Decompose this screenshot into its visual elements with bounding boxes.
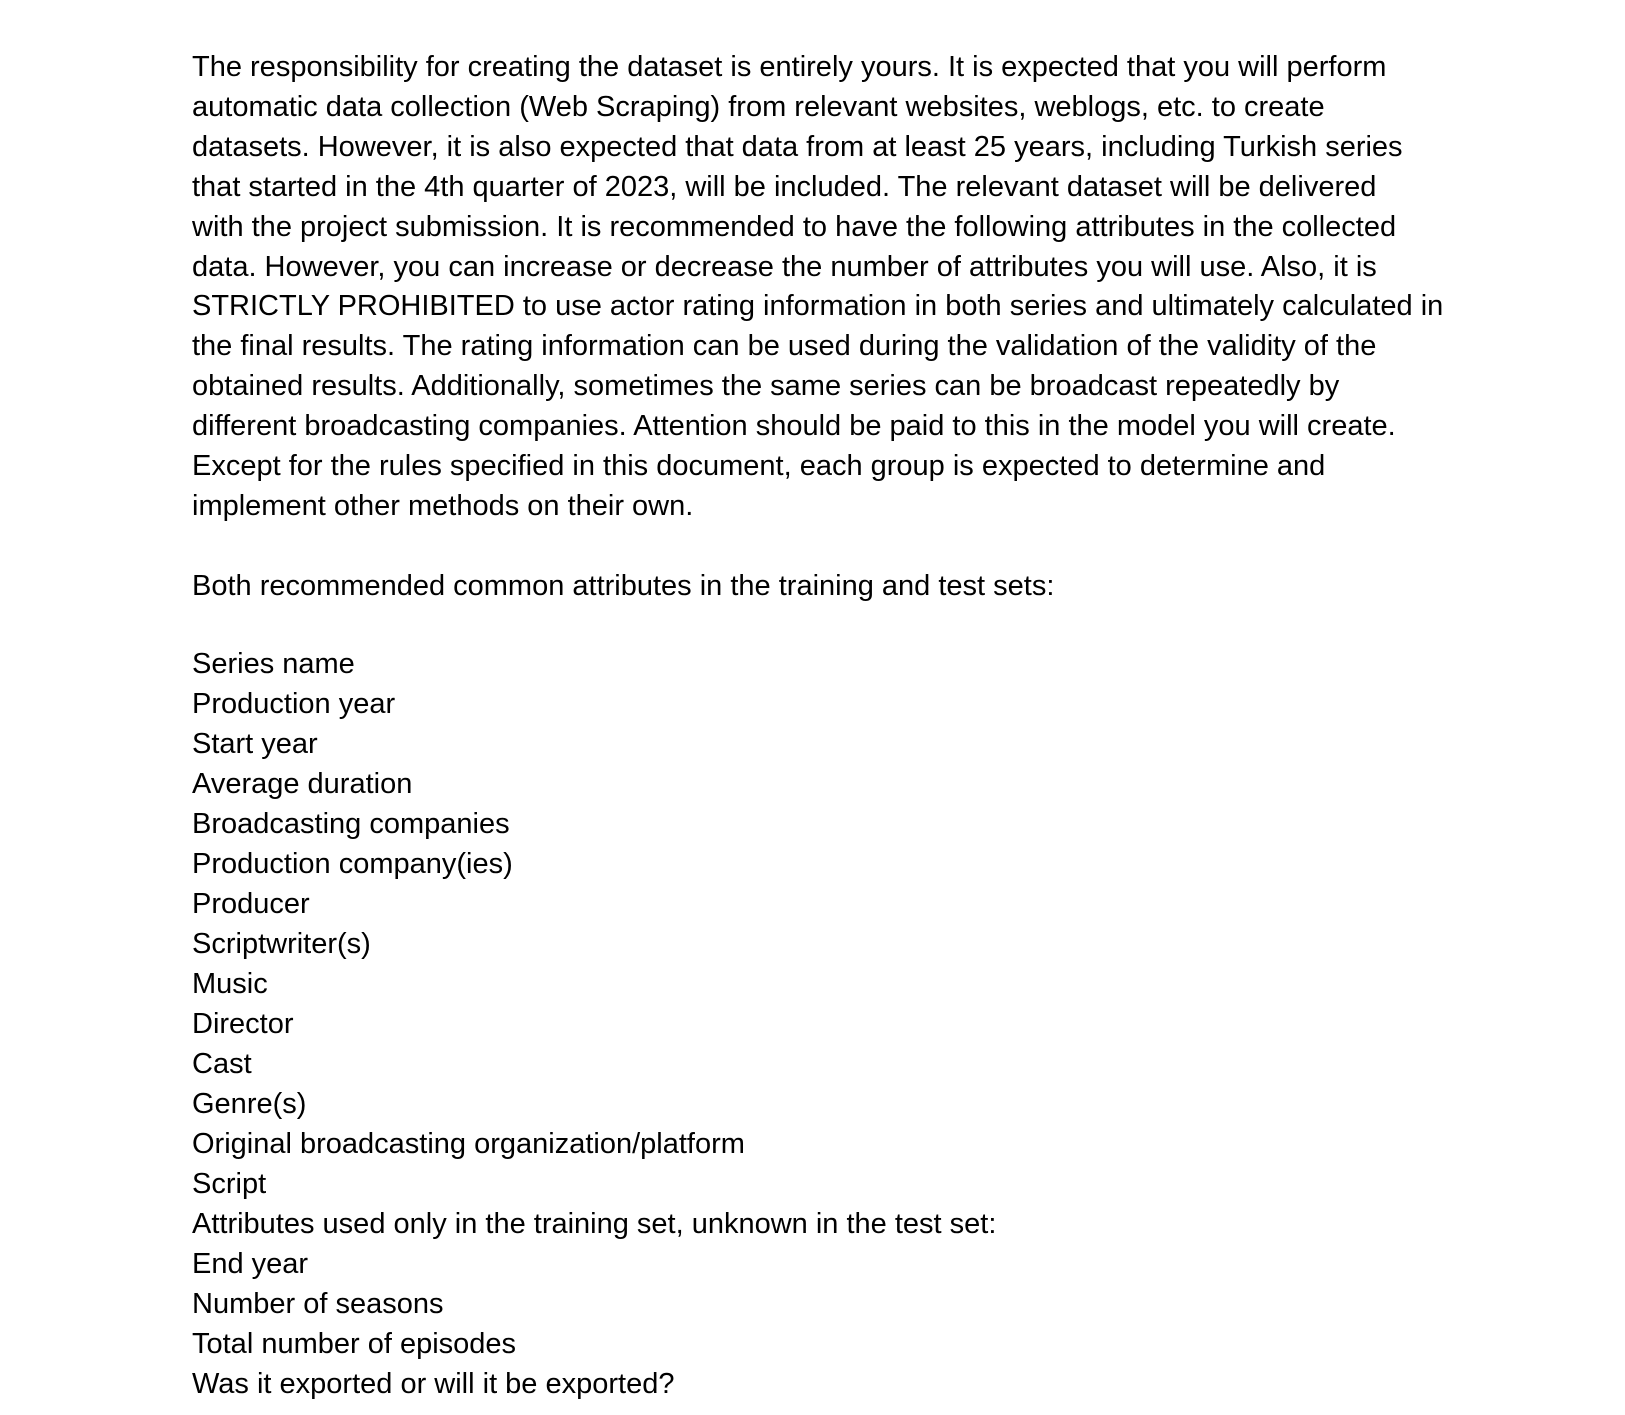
list-item: End year xyxy=(192,1247,309,1280)
list-item: Original broadcasting organization/platform xyxy=(192,1127,745,1160)
document-content xyxy=(192,48,1482,1404)
intro-paragraph xyxy=(192,48,1482,527)
paragraph-line: different broadcasting companies. Attention should be paid to this in the model you will create. xyxy=(192,410,1396,443)
paragraph-line: obtained results. Additionally, sometimes the same series can be broadcast repeatedly by xyxy=(192,370,1340,403)
list-item: Production year xyxy=(192,687,396,720)
list-item: Start year xyxy=(192,727,318,760)
training-only-heading: Attributes used only in the training set, unknown in the test set: xyxy=(192,1207,997,1240)
paragraph-line: STRICTLY PROHIBITED to use actor rating information in both series and ultimately calculated in xyxy=(192,290,1444,323)
paragraph-line: the final results. The rating information can be used during the validation of the validity of the xyxy=(192,330,1377,363)
list-item: Script xyxy=(192,1167,267,1200)
paragraph-line: that started in the 4th quarter of 2023, will be included. The relevant dataset will be delivered xyxy=(192,170,1377,203)
paragraph-line: datasets. However, it is also expected that data from at least 25 years, including Turkish series xyxy=(192,130,1403,163)
common-attributes-heading: Both recommended common attributes in the training and test sets: xyxy=(192,569,1055,602)
list-item: Music xyxy=(192,967,268,1000)
list-item: Was it exported or will it be exported? xyxy=(192,1367,675,1400)
list-item: Number of seasons xyxy=(192,1287,444,1320)
list-item: Genre(s) xyxy=(192,1087,307,1120)
spacer xyxy=(192,606,1482,644)
paragraph-line: Except for the rules specified in this document, each group is expected to determine and xyxy=(192,450,1326,483)
list-item: Series name xyxy=(192,647,355,680)
paragraph-line: data. However, you can increase or decrease the number of attributes you will use. Also, it is xyxy=(192,250,1377,283)
list-item: Broadcasting companies xyxy=(192,807,510,840)
list-item: Cast xyxy=(192,1047,252,1080)
paragraph-line: The responsibility for creating the dataset is entirely yours. It is expected that you will perform xyxy=(192,51,1387,83)
list-item: Production company(ies) xyxy=(192,847,513,880)
common-attributes-list xyxy=(192,644,1482,1204)
paragraph-line: implement other methods on their own. xyxy=(192,489,694,522)
list-item: Producer xyxy=(192,887,310,920)
spacer xyxy=(192,527,1482,566)
list-item: Director xyxy=(192,1007,294,1040)
training-only-attributes-list xyxy=(192,1244,1482,1404)
list-item: Total number of episodes xyxy=(192,1327,517,1360)
list-item: Average duration xyxy=(192,767,413,800)
paragraph-line: with the project submission. It is recommended to have the following attributes in the collected xyxy=(192,210,1397,243)
list-item: Scriptwriter(s) xyxy=(192,927,371,960)
paragraph-line: automatic data collection (Web Scraping) from relevant websites, weblogs, etc. to create xyxy=(192,90,1325,123)
